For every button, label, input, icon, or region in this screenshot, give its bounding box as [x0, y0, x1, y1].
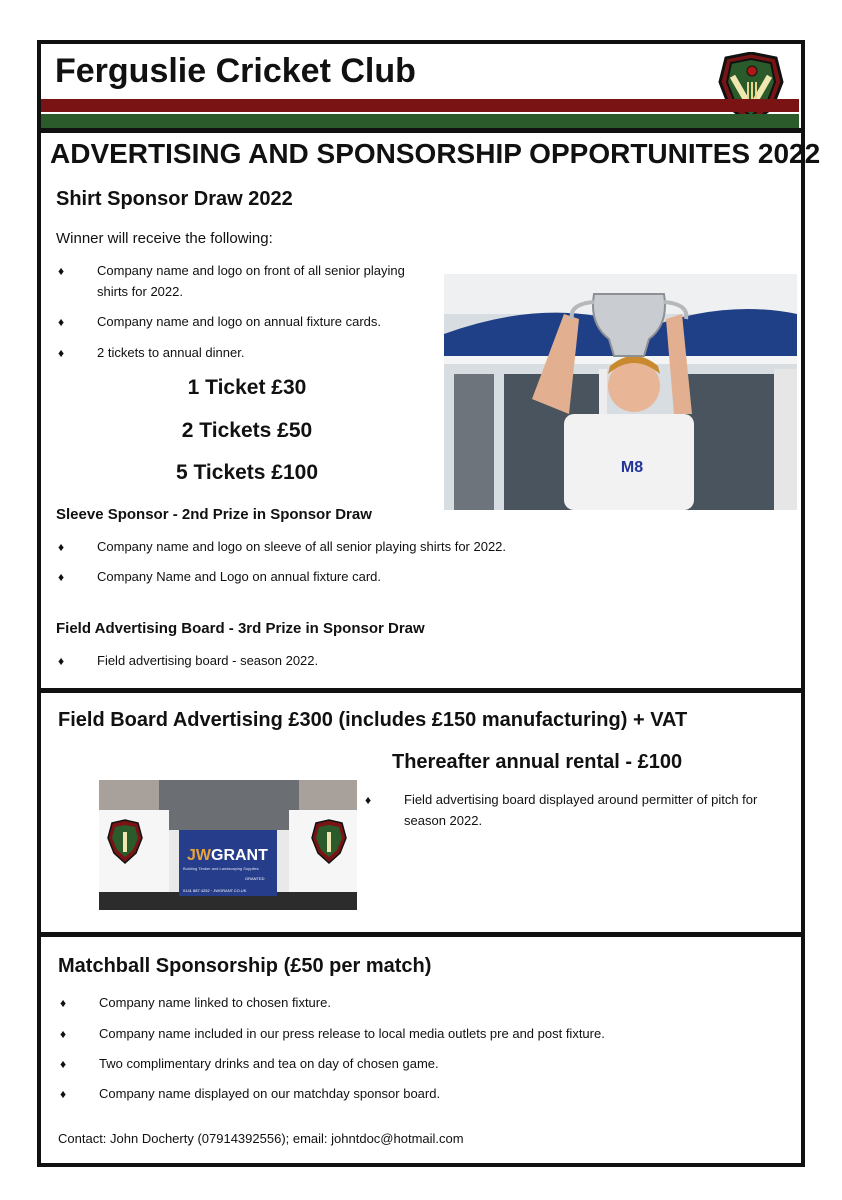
price-5-tickets: 5 Tickets £100	[175, 461, 319, 484]
club-name: Ferguslie Cricket Club	[55, 52, 416, 90]
field-board-rental: Thereafter annual rental - £100	[392, 751, 683, 773]
board-tagline: Building Timber and Landscaping Supplies	[183, 866, 259, 871]
field-prize-benefit-1: Field advertising board - season 2022.	[97, 653, 319, 668]
shirt-benefit-2: Company name and logo on annual fixture cards.	[97, 314, 382, 329]
matchball-heading: Matchball Sponsorship (£50 per match)	[58, 955, 432, 977]
shirt-logo: M8	[620, 459, 644, 476]
diamond-icon: ♦	[60, 996, 67, 1010]
header-red-stripe	[41, 99, 799, 112]
section-divider	[41, 932, 801, 937]
section-divider	[41, 688, 801, 693]
price-2-tickets: 2 Tickets £50	[181, 419, 313, 442]
shirt-sponsor-intro: Winner will receive the following:	[56, 230, 273, 247]
board-brand-a: JW	[187, 847, 211, 864]
matchball-benefit-4: Company name displayed on our matchday sponsor board.	[99, 1086, 441, 1101]
matchball-benefit-3: Two complimentary drinks and tea on day of chosen game.	[99, 1056, 439, 1071]
shirt-sponsor-heading: Shirt Sponsor Draw 2022	[56, 188, 293, 210]
diamond-icon: ♦	[58, 315, 65, 329]
contact-info: Contact: John Docherty (07914392556); email: johntdoc@hotmail.com	[58, 1131, 464, 1146]
sleeve-benefit-2: Company Name and Logo on annual fixture card.	[97, 569, 382, 584]
field-board-heading: Field Board Advertising £300 (includes £150 manufacturing) + VAT	[58, 709, 688, 731]
diamond-icon: ♦	[58, 570, 65, 584]
sleeve-benefit-1: Company name and logo on sleeve of all senior playing shirts for 2022.	[97, 539, 507, 554]
matchball-benefit-1: Company name linked to chosen fixture.	[99, 995, 331, 1010]
diamond-icon: ♦	[58, 346, 65, 360]
board-stamp: GRANTED	[245, 876, 265, 881]
price-1-ticket: 1 Ticket £30	[187, 376, 307, 399]
header-divider	[41, 128, 801, 133]
shirt-benefit-1: Company name and logo on front of all senior playing shirts for 2022.	[97, 263, 405, 299]
main-title: ADVERTISING AND SPONSORSHIP OPPORTUNITES 2022	[50, 138, 821, 169]
field-board-benefit: Field advertising board displayed around permitter of pitch for season 2022.	[404, 792, 758, 828]
diamond-icon: ♦	[58, 264, 65, 278]
shirt-benefit-3: 2 tickets to annual dinner.	[97, 345, 245, 360]
diamond-icon: ♦	[60, 1027, 67, 1041]
board-contact: 0141 887 4252 · JWGRANT.CO.UK	[183, 888, 247, 893]
diamond-icon: ♦	[58, 540, 65, 554]
diamond-icon: ♦	[58, 654, 65, 668]
header-green-stripe	[41, 114, 799, 128]
field-board-photo	[99, 780, 357, 910]
sleeve-sponsor-heading: Sleeve Sponsor - 2nd Prize in Sponsor Draw	[56, 506, 372, 523]
diamond-icon: ♦	[60, 1057, 67, 1071]
diamond-icon: ♦	[365, 793, 372, 807]
diamond-icon: ♦	[60, 1087, 67, 1101]
field-prize-heading: Field Advertising Board - 3rd Prize in Sponsor Draw	[56, 620, 425, 637]
board-brand-b: GRANT	[211, 847, 268, 864]
trophy-photo	[444, 274, 797, 510]
matchball-benefit-2: Company name included in our press release to local media outlets pre and post fixture.	[99, 1026, 605, 1041]
